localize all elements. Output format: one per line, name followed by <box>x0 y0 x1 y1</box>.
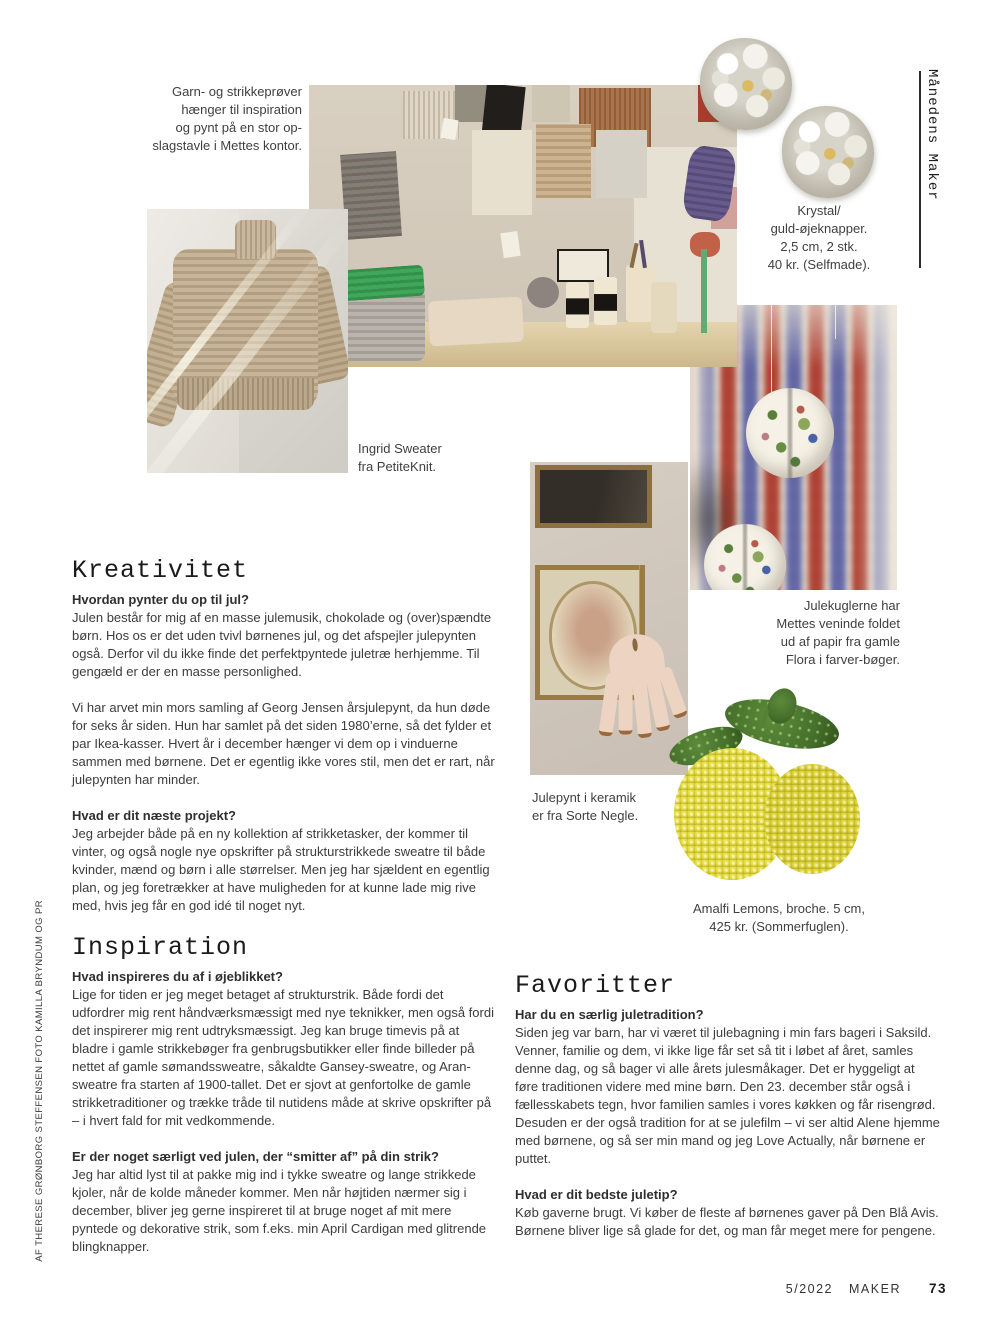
paper-tag <box>440 118 458 140</box>
interview-question: Hvordan pynter du op til jul? <box>72 592 249 607</box>
footer-magazine: MAKER <box>849 1282 901 1296</box>
caption-line: Garn- og strikkeprøver <box>171 84 302 99</box>
yarn-ball <box>527 277 559 308</box>
hanging-string <box>639 565 640 637</box>
green-cord <box>701 249 707 334</box>
byline-vertical: AF THERESE GRØNBORG STEFFENSEN FOTO KAMILLA BRYNDUM OG PR <box>34 900 45 1262</box>
picture-frame-dark <box>535 465 652 528</box>
section-rule <box>919 71 921 268</box>
caption-line: 2,5 cm, 2 stk. <box>780 239 858 254</box>
hand-finger <box>619 672 633 735</box>
caption-line: Krystal/ <box>797 203 841 218</box>
ornament-string <box>771 305 772 402</box>
crystal-button <box>782 106 874 198</box>
photo-ingrid-sweater <box>147 209 348 473</box>
photo-moodboard <box>309 85 737 367</box>
knit-swatch <box>532 85 571 122</box>
interview-answer: Siden jeg var barn, har vi været til julebagning i min fars bageri i Saksild. Venner, familie og dem, vi ikke lige får set så tit i løbet af året, samles denne dag, og så bager vi alle årets julesmåkager. Det er hyggeligt at føre traditionen videre med mine børn. Den 23. december står også i fællesskabets tegn, hvor familien samles i vores køkken og får risengrød. Desuden er der også tradition for at se julefilm – vi ser altid Alene hjemme med børnene, og så ser min mand og jeg Love Actually, når børnene er puttet. <box>515 1025 940 1166</box>
caption-buttons <box>729 202 909 274</box>
inspiration-text <box>72 968 498 1256</box>
crystal-button <box>700 38 792 130</box>
photo-lemon-brooch <box>664 698 864 898</box>
caption-line: ud af papir fra gamle <box>780 634 900 649</box>
caption-line: 40 kr. (Selfmade). <box>767 257 871 272</box>
footer-page-number: 73 <box>928 1281 947 1296</box>
paper-bauble <box>746 388 834 478</box>
caption-line: Julekuglerne har <box>803 598 900 613</box>
section-label-vertical: Månedens Maker <box>924 69 940 201</box>
interview-answer: Lige for tiden er jeg meget betaget af strukturstrik. Både fordi det udfordrer mig rent håndværksmæssigt med nye teknikker, men også fordi det inspirerer mig rent udtryksmæssigt. Jeg kan bruge timevis på at bladre i gamle strikkebøger fra genbrugsbutikker eller finde billeder på nettet af gamle sømandssweatre, såkaldte Gansey-sweatre, og Aran-sweatre fra starten af 1900-tallet. Det er sjovt at genfortolke de gamle strikketraditioner og trække tråde til nutidens måde at skrive opskrifter på – i hvert fald for mit vedkommende. <box>72 987 494 1128</box>
caption-line: hænger til inspiration <box>181 102 302 117</box>
caption-line: 425 kr. (Sommerfuglen). <box>709 919 849 934</box>
beaded-lemon <box>764 764 860 874</box>
caption-lemons <box>688 900 870 936</box>
caption-line: Amalfi Lemons, broche. 5 cm, <box>693 901 865 916</box>
knit-swatch <box>472 130 532 215</box>
caption-line: Mettes veninde foldet <box>776 616 900 631</box>
caption-line: fra PetiteKnit. <box>358 459 437 474</box>
caption-line: slagstavle i Mettes kontor. <box>152 138 302 153</box>
labeled-jar <box>594 277 618 325</box>
interview-question: Hvad er dit bedste juletip? <box>515 1187 678 1202</box>
favoritter-text <box>515 1006 941 1240</box>
caption-line: er fra Sorte Negle. <box>532 808 639 823</box>
paper-tag <box>500 231 520 259</box>
labeled-jar <box>566 282 590 327</box>
interview-question: Hvad er dit næste projekt? <box>72 808 236 823</box>
kreativitet-text <box>72 591 498 915</box>
knit-swatch <box>536 124 592 197</box>
interview-answer: Køb gaverne brugt. Vi køber de fleste af børnenes gaver på Den Blå Avis. Børnene bliver lige så glade for det, og man får meget mere for pengene. <box>515 1205 939 1238</box>
caption-ceramics <box>532 789 692 825</box>
section-heading-inspiration: Inspiration <box>72 933 249 962</box>
interview-question: Er der noget særligt ved julen, der “smitter af” på din strik? <box>72 1149 439 1164</box>
interview-question: Har du en særlig juletradition? <box>515 1007 704 1022</box>
knit-swatch <box>340 151 401 239</box>
caption-sweater <box>358 440 498 476</box>
canister <box>651 282 677 333</box>
caption-line: Julepynt i keramik <box>532 790 637 805</box>
knit-swatch <box>596 130 647 198</box>
interview-answer: Julen består for mig af en masse julemusik, chokolade og (over)spændte børn. Hos os er det uden tvivl børnenes jul, og det afspejler julepynten også. Derfor vil du ikke finde det perfektpyntede juletræ herhjemme. Til gengæld er der en masse personlighed. <box>72 610 492 679</box>
caption-line: Flora i farver-bøger. <box>785 652 900 667</box>
pen-cup <box>626 265 654 321</box>
section-heading-favoritter: Favoritter <box>515 971 676 1000</box>
footer-issue: 5/2022 <box>785 1282 834 1296</box>
ornament-string <box>835 305 836 339</box>
interview-answer: Vi har arvet min mors samling af Georg Jensen årsjulepynt, da hun døde for seks år siden. Hun har samlet på det siden 1980’erne, så det fylder et par Ikea-kasser. Hvert år i december hænger vi dem op i vinduerne sammen med børnene. Det er egentlig ikke vores stil, men det er rart, når julepynten har minder. <box>72 700 495 787</box>
interview-answer: Jeg har altid lyst til at pakke mig ind i tykke sweatre og lange strikkede kjoler, når de kolde måneder kommer. Men når højtiden nærmer sig i december, bliver jeg gerne inspireret til at bruge noget af mit mere pyntede og dekorative strik, som f.eks. min April Cardigan med glitrende blingknapper. <box>72 1167 487 1254</box>
caption-line: Ingrid Sweater <box>358 441 442 456</box>
page-footer <box>786 1281 947 1296</box>
caption-moodboard <box>120 83 302 155</box>
caption-baubles <box>726 597 900 669</box>
folded-knits <box>428 297 524 347</box>
section-heading-kreativitet: Kreativitet <box>72 556 249 585</box>
caption-line: og pynt på en stor op- <box>175 120 302 135</box>
caption-line: guld-øjeknapper. <box>770 221 868 236</box>
interview-question: Hvad inspireres du af i øjeblikket? <box>72 969 283 984</box>
interview-answer: Jeg arbejder både på en ny kollektion af strikketasker, der kommer til vinter, og også nogle nye opskrifter på strukturstrikkede sweatre til både kvinder, mænd og børn i alle størrelser. Men jeg har sjældent en egentlig plan, og jeg foretrækker at have muligheden for at kunne lade mig rive med, hvis jeg får en god idé til noget nyt. <box>72 826 490 913</box>
